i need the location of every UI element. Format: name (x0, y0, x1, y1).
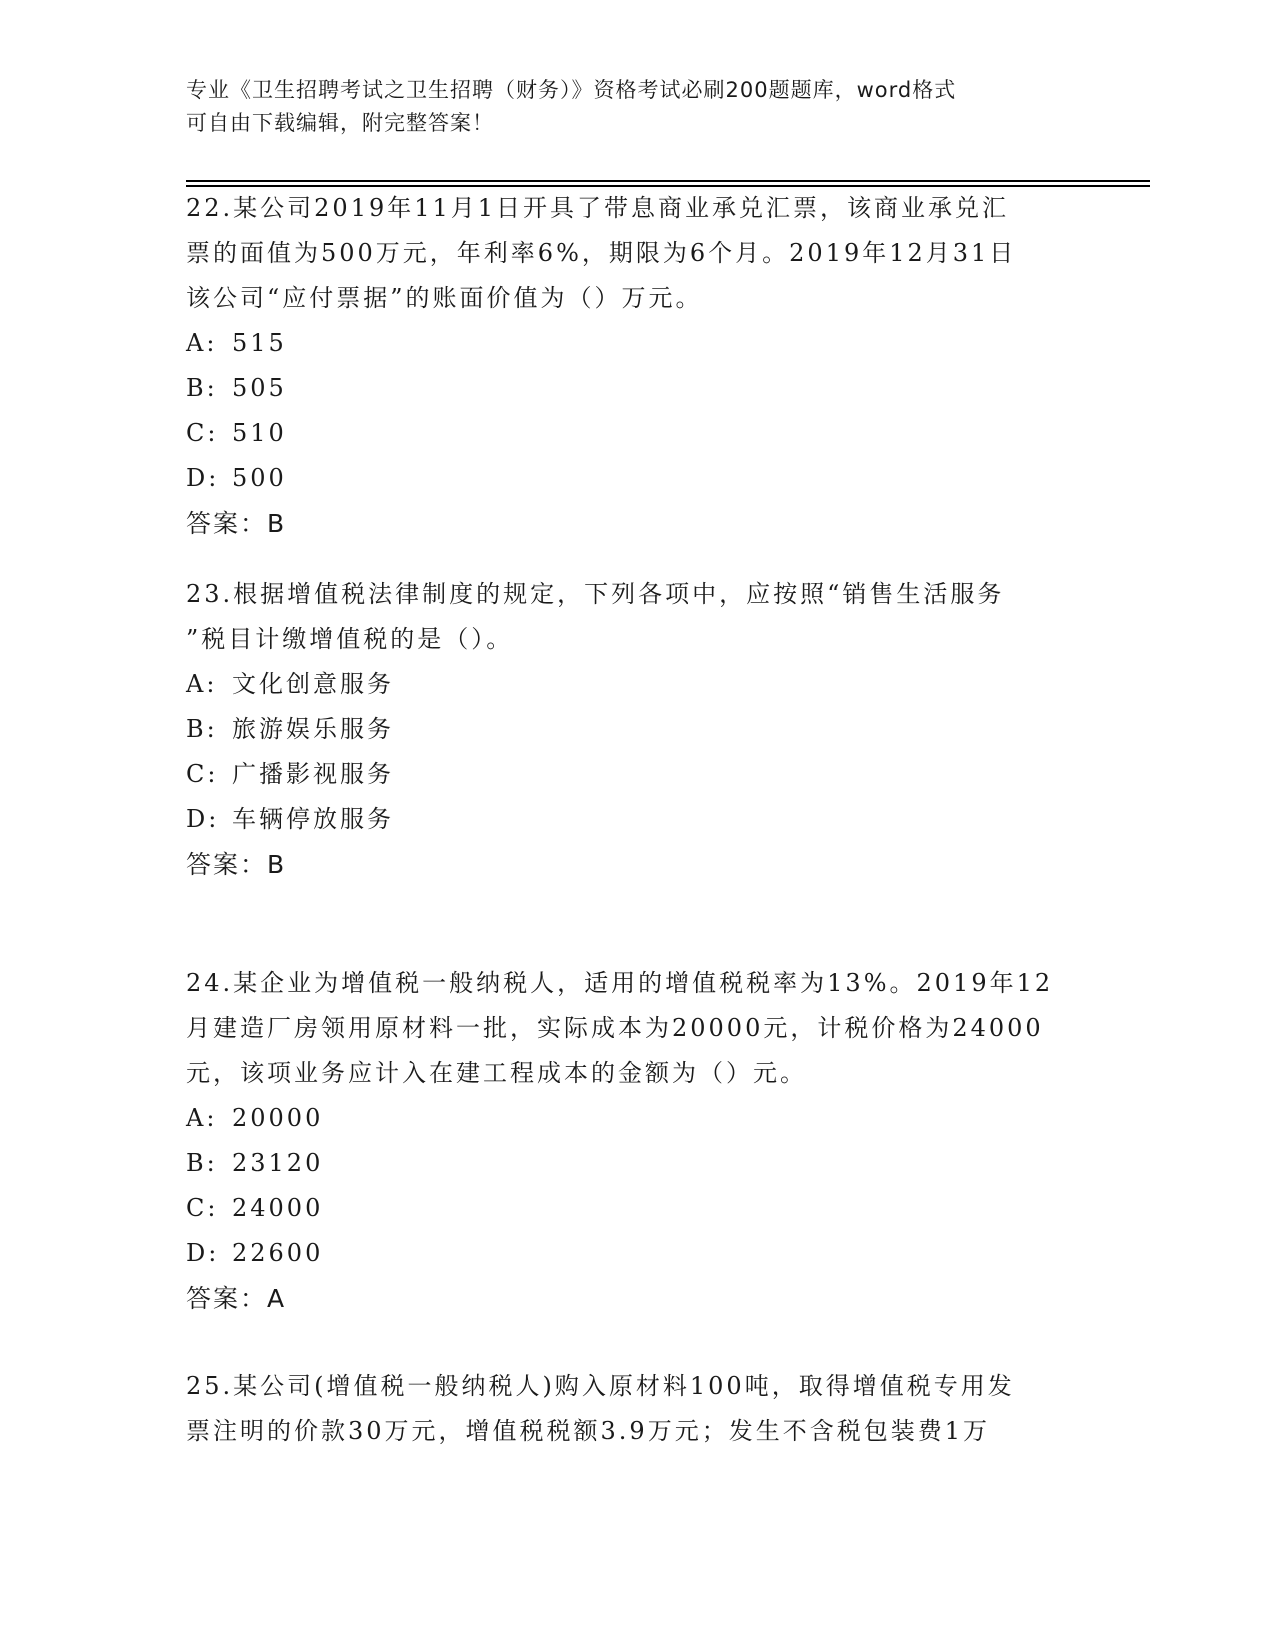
option-a (186, 321, 1086, 366)
option-label: D: (186, 464, 220, 492)
question-23 (186, 572, 1086, 887)
option-label: A: (186, 1104, 218, 1132)
option-value: 24000 (232, 1194, 324, 1222)
option-a (186, 1096, 1086, 1141)
option-b (186, 1141, 1086, 1186)
header-line-2: 可自由下载编辑，附完整答案！ (186, 111, 494, 135)
option-d (186, 797, 1086, 842)
option-value: 旅游娱乐服务 (232, 715, 394, 743)
question-25 (186, 1364, 1086, 1454)
option-c (186, 752, 1086, 797)
option-label: C: (186, 760, 219, 788)
option-label: C: (186, 1194, 219, 1222)
option-label: A: (186, 670, 218, 698)
option-d (186, 1231, 1086, 1276)
option-value: 车辆停放服务 (232, 805, 394, 833)
question-text: 25.某公司(增值税一般纳税人)购入原材料100吨，取得增值税专用发 票注明的价款30万元，增值税税额3.9万元；发生不含税包装费1万 (186, 1372, 1015, 1445)
option-value: 500 (232, 464, 287, 492)
option-value: 广播影视服务 (232, 760, 394, 788)
option-label: D: (186, 1239, 220, 1267)
option-a (186, 662, 1086, 707)
question-text: 23.根据增值税法律制度的规定，下列各项中，应按照“销售生活服务 ”税目计缴增值税的是（）。 (186, 580, 1005, 653)
option-value: 515 (232, 329, 287, 357)
question-text: 22.某公司2019年11月1日开具了带息商业承兑汇票，该商业承兑汇 票的面值为500万元，年利率6%，期限为6个月。2019年12月31日 该公司“应付票据”的账面价值为（）万元。 (186, 194, 1017, 312)
option-label: D: (186, 805, 220, 833)
option-label: B: (186, 374, 218, 402)
option-c (186, 411, 1086, 456)
question-22 (186, 186, 1086, 546)
header-line-1: 专业《卫生招聘考试之卫生招聘（财务）》资格考试必刷200题题库，word格式 (186, 78, 957, 102)
option-b (186, 707, 1086, 752)
option-label: B: (186, 715, 218, 743)
answer-line: 答案：B (186, 850, 287, 879)
question-text: 24.某企业为增值税一般纳税人，适用的增值税税率为13%。2019年12 月建造厂房领用原材料一批，实际成本为20000元，计税价格为24000 元，该项业务应计入在建工程成本的金额为（）元。 (186, 969, 1054, 1087)
answer-line: 答案：B (186, 509, 287, 538)
option-value: 505 (232, 374, 287, 402)
option-value: 文化创意服务 (232, 670, 394, 698)
answer-line: 答案：A (186, 1284, 287, 1313)
document-header (186, 74, 1066, 140)
option-value: 22600 (232, 1239, 324, 1267)
option-value: 510 (232, 419, 287, 447)
option-label: C: (186, 419, 219, 447)
option-label: B: (186, 1149, 218, 1177)
header-divider-top (186, 180, 1150, 182)
option-d (186, 456, 1086, 501)
option-value: 23120 (232, 1149, 324, 1177)
question-24 (186, 961, 1086, 1321)
option-c (186, 1186, 1086, 1231)
option-b (186, 366, 1086, 411)
option-label: A: (186, 329, 218, 357)
option-value: 20000 (232, 1104, 324, 1132)
